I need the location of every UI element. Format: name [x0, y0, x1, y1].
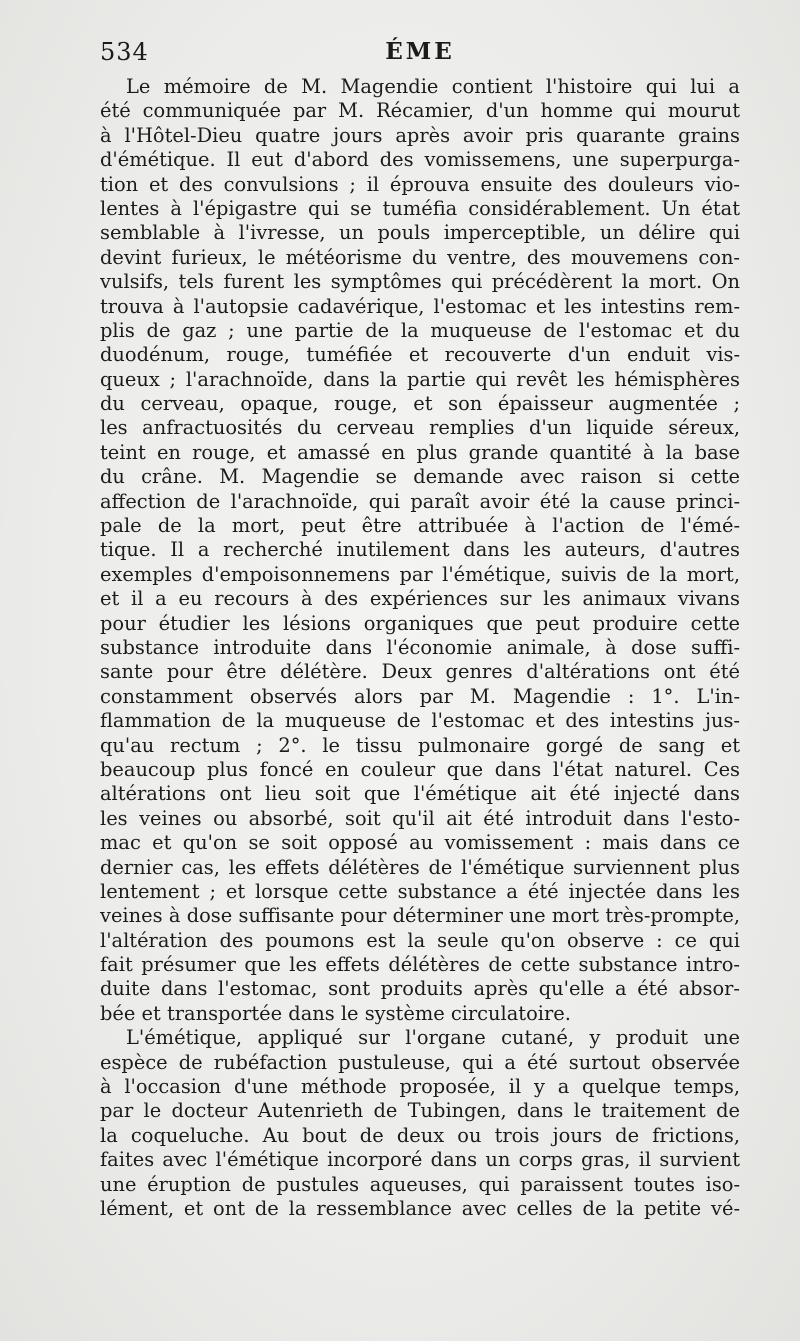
- text-line: teint en rouge, et amassé en plus grande quantité à la base: [100, 440, 740, 464]
- text-line: lément, et ont de la ressemblance avec celles de la petite vé-: [100, 1196, 740, 1220]
- text-line: sante pour être délétère. Deux genres d'altérations ont été: [100, 660, 740, 684]
- text-line: du crâne. M. Magendie se demande avec raison si cette: [100, 465, 740, 489]
- text-line: tion et des convulsions ; il éprouva ensuite des douleurs vio-: [100, 172, 740, 196]
- text-line: substance introduite dans l'économie animale, à dose suffi-: [100, 635, 740, 659]
- text-line: par le docteur Autenrieth de Tubingen, dans le traitement de: [100, 1099, 740, 1123]
- text-line: affection de l'arachnoïde, qui paraît avoir été la cause princi-: [100, 489, 740, 513]
- text-line: altérations ont lieu soit que l'émétique ait été injecté dans: [100, 782, 740, 806]
- page-number: 534: [100, 38, 149, 66]
- text-line: les veines ou absorbé, soit qu'il ait été introduit dans l'esto-: [100, 806, 740, 830]
- text-line: d'émétique. Il eut d'abord des vomissemens, une superpurga-: [100, 148, 740, 172]
- text-line: l'altération des poumons est la seule qu'on observe : ce qui: [100, 928, 740, 952]
- text-line: mac et qu'on se soit opposé au vomissement : mais dans ce: [100, 831, 740, 855]
- text-line: veines à dose suffisante pour déterminer une mort très-prompte,: [100, 904, 740, 928]
- text-line: dernier cas, les effets délétères de l'émétique surviennent plus: [100, 855, 740, 879]
- text-line: duite dans l'estomac, sont produits après qu'elle a été absor-: [100, 977, 740, 1001]
- body-text: [100, 75, 740, 1221]
- text-line: flammation de la muqueuse de l'estomac et des intestins jus-: [100, 709, 740, 733]
- text-line: duodénum, rouge, tuméfiée et recouverte d'un enduit vis-: [100, 343, 740, 367]
- text-line: pale de la mort, peut être attribuée à l'action de l'émé-: [100, 514, 740, 538]
- text-line: une éruption de pustules aqueuses, qui paraissent toutes iso-: [100, 1172, 740, 1196]
- text-line: Le mémoire de M. Magendie contient l'histoire qui lui a: [126, 75, 740, 98]
- running-head-word: ÉME: [385, 38, 455, 65]
- text-line: fait présumer que les effets délétères de cette substance intro-: [100, 953, 740, 977]
- text-line: espèce de rubéfaction pustuleuse, qui a été surtout observée: [100, 1050, 740, 1074]
- text-line: devint furieux, le météorisme du ventre, des mouvemens con-: [100, 245, 740, 269]
- text-line: qu'au rectum ; 2°. le tissu pulmonaire gorgé de sang et: [100, 733, 740, 757]
- text-line: à l'occasion d'une méthode proposée, il y a quelque temps,: [100, 1075, 740, 1099]
- text-line: bée et transportée dans le système circulatoire.: [100, 1001, 571, 1025]
- text-line: semblable à l'ivresse, un pouls imperceptible, un délire qui: [100, 221, 740, 245]
- text-line: à l'Hôtel-Dieu quatre jours après avoir pris quarante grains: [100, 123, 740, 147]
- paragraph-1: [100, 75, 740, 1026]
- text-line: lentement ; et lorsque cette substance a été injectée dans les: [100, 879, 740, 903]
- paragraph-2: [100, 1026, 740, 1221]
- text-line: la coqueluche. Au bout de deux ou trois jours de frictions,: [100, 1123, 740, 1147]
- text-line: lentes à l'épigastre qui se tuméfia considérablement. Un état: [100, 196, 740, 220]
- text-line: L'émétique, appliqué sur l'organe cutané, y produit une: [126, 1026, 740, 1050]
- text-line: été communiquée par M. Récamier, d'un homme qui mourut: [100, 99, 740, 123]
- text-line: trouva à l'autopsie cadavérique, l'estomac et les intestins rem-: [100, 294, 740, 318]
- text-line: vulsifs, tels furent les symptômes qui précédèrent la mort. On: [100, 270, 740, 294]
- text-line: constamment observés alors par M. Magendie : 1°. L'in-: [100, 684, 740, 708]
- text-line: exemples d'empoisonnemens par l'émétique, suivis de la mort,: [100, 562, 740, 586]
- text-line: faites avec l'émétique incorporé dans un corps gras, il survient: [100, 1148, 740, 1172]
- text-line: queux ; l'arachnoïde, dans la partie qui revêt les hémisphères: [100, 367, 740, 391]
- text-line: du cerveau, opaque, rouge, et son épaisseur augmentée ;: [100, 392, 740, 416]
- text-line: pour étudier les lésions organiques que peut produire cette: [100, 611, 740, 635]
- text-line: et il a eu recours à des expériences sur les animaux vivans: [100, 587, 740, 611]
- text-line: les anfractuosités du cerveau remplies d'un liquide séreux,: [100, 416, 740, 440]
- running-head: [100, 38, 740, 72]
- text-line: plis de gaz ; une partie de la muqueuse de l'estomac et du: [100, 318, 740, 342]
- text-line: beaucoup plus foncé en couleur que dans l'état naturel. Ces: [100, 757, 740, 781]
- text-line: tique. Il a recherché inutilement dans les auteurs, d'autres: [100, 538, 740, 562]
